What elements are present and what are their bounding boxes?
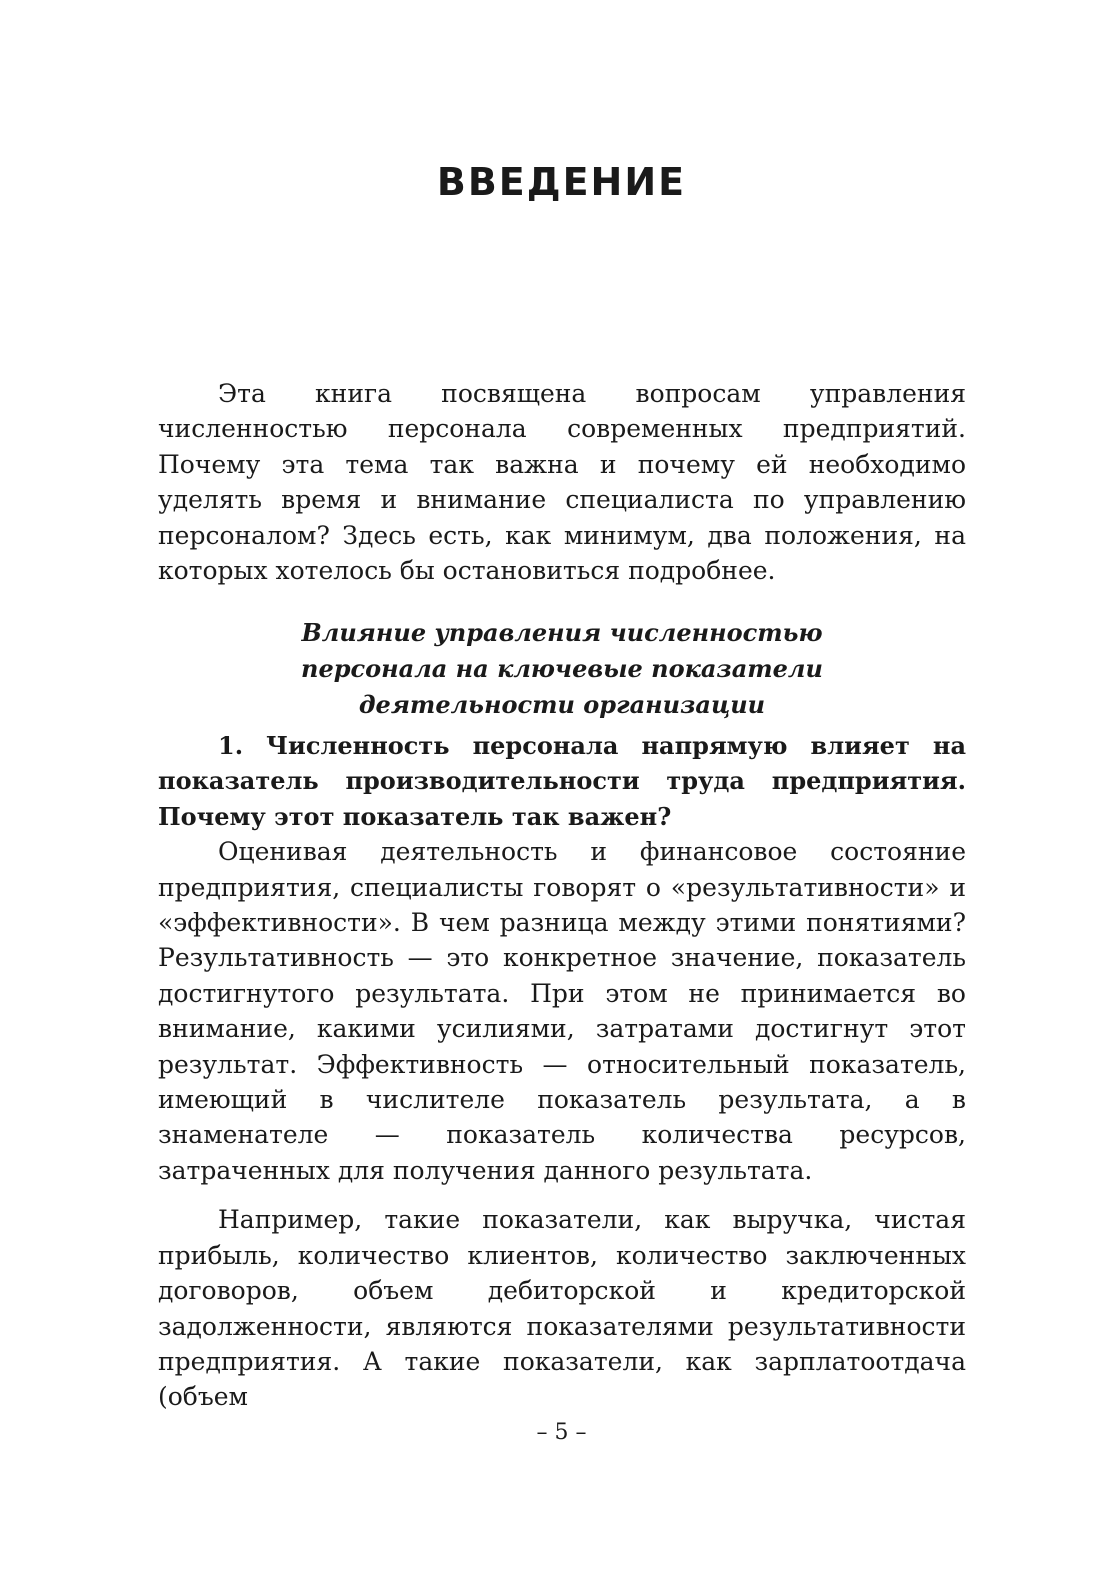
intro-paragraph: Эта книга посвящена вопросам управления численностью персонала современных предприятий. Почему эта тема так важна и почему ей необходимо уделять время и внимание специалиста по управлению персоналом? Здесь есть, как минимум, два положения, на которых хотелось бы остановиться подробнее.	[158, 379, 966, 586]
section-body	[158, 615, 966, 1415]
section-heading-line: Влияние управления численностью	[301, 618, 823, 647]
intro-block	[158, 376, 966, 588]
section-heading-line: деятельности организации	[358, 690, 766, 719]
body-paragraph: Оценивая деятельность и финансовое состояние предприятия, специалисты говорят о «результативности» и «эффективности». В чем разница между этими понятиями? Результативность — это конкретное значение, показатель достигнутого результата. При этом не принимается во внимание, какими усилиями, затратами достигнут этот результат. Эффективность — относительный показатель, имеющий в числителе показатель результата, а в знаменателе — показатель количества ресурсов, затраченных для получения данного результата.	[158, 837, 966, 1185]
body-paragraph: Например, такие показатели, как выручка, чистая прибыль, количество клиентов, количество заключенных договоров, объем дебиторской и кредиторской задолженности, являются показателями результативности предприятия. А такие показатели, как зарплатоотдача (объем	[158, 1205, 966, 1412]
page-number: – 5 –	[536, 1420, 587, 1445]
chapter-title: ВВЕДЕНИЕ	[436, 160, 687, 204]
section-heading-line: персонала на ключевые показатели	[301, 654, 823, 683]
point-1-heading: 1. Численность персонала напрямую влияет на показатель производительности труда предприятия. Почему этот показатель так важен?	[158, 731, 966, 831]
section-heading	[158, 615, 966, 723]
